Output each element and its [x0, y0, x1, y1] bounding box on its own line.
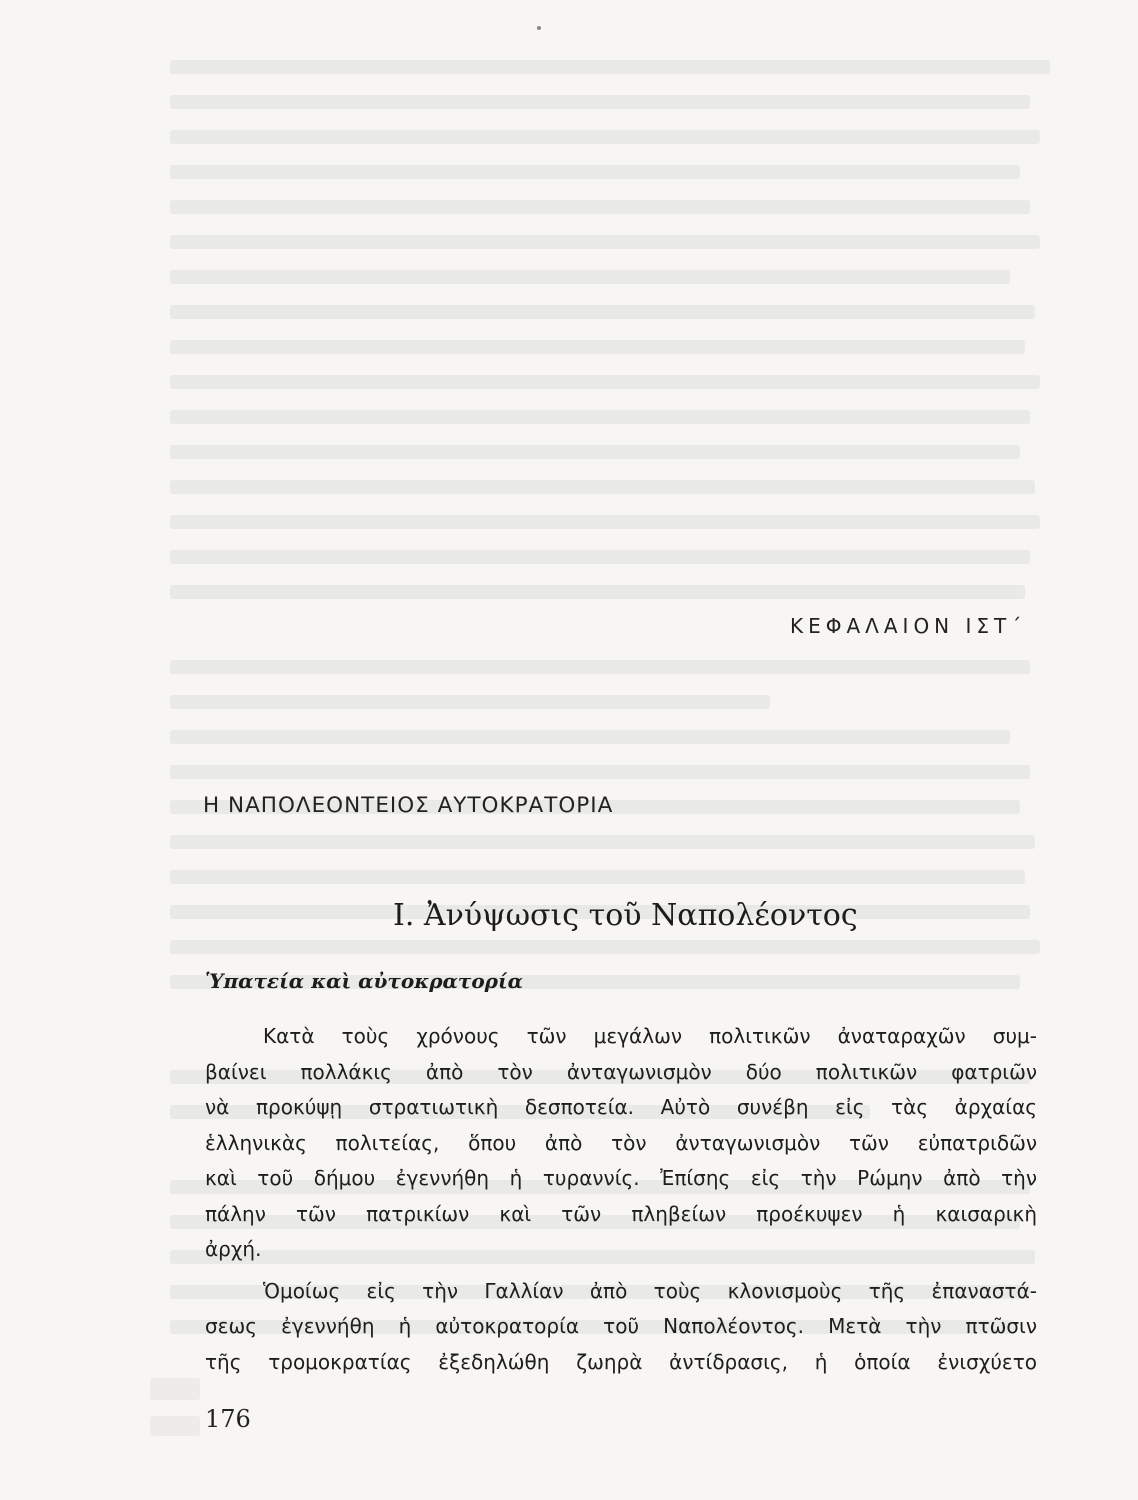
section-title: Ι. Ἀνύψωσις τοῦ Ναπολέοντος [393, 898, 858, 933]
subheading: Ὑπατεία καὶ αὐτοκρατορία [205, 969, 524, 993]
page-number: 176 [205, 1405, 251, 1433]
part-title: Η ΝΑΠΟΛΕΟΝΤΕΙΟΣ ΑΥΤΟΚΡΑΤΟΡΙΑ [203, 793, 614, 818]
paragraph [205, 1019, 1037, 1268]
body-text [205, 1019, 1037, 1380]
text-line: Κατὰ τοὺς χρόνους τῶν μεγάλων πολιτικῶν ἀναταραχῶν συμ- [263, 1024, 1037, 1048]
text-line: βαίνει πολλάκις ἀπὸ τὸν ἀνταγωνισμὸν δύο πολιτικῶν φατριῶν [205, 1059, 1037, 1084]
text-line: καὶ τοῦ δήμου ἐγεννήθη ἡ τυραννίς. Ἐπίσης εἰς τὴν Ρώμην ἀπὸ τὴν [205, 1166, 1037, 1190]
ink-speck [537, 26, 541, 30]
text-line: ἑλληνικὰς πολιτείας, ὅπου ἀπὸ τὸν ἀνταγωνισμὸν τῶν εὐπατριδῶν [205, 1130, 1037, 1155]
text-line: σεως ἐγεννήθη ἡ αὐτοκρατορία τοῦ Ναπολέοντος. Μετὰ τὴν πτῶσιν [205, 1314, 1037, 1338]
chapter-label: ΚΕΦΑΛΑΙΟΝ ΙΣΤ΄ [790, 614, 1027, 638]
text-line: πάλην τῶν πατρικίων καὶ τῶν πληβείων προέκυψεν ἡ καισαρικὴ [205, 1201, 1037, 1226]
text-line: ἀρχή. [205, 1237, 262, 1261]
text-line: τῆς τρομοκρατίας ἐξεδηλώθη ζωηρὰ ἀντίδρασις, ἡ ὁποία ἐνισχύετο [205, 1349, 1037, 1374]
text-line: Ὁμοίως εἰς τὴν Γαλλίαν ἀπὸ τοὺς κλονισμοὺς τῆς ἐπαναστά- [263, 1278, 1037, 1303]
paragraph [205, 1274, 1037, 1381]
text-line: νὰ προκύψῃ στρατιωτικὴ δεσποτεία. Αὐτὸ συνέβη εἰς τὰς ἀρχαίας [205, 1095, 1037, 1119]
